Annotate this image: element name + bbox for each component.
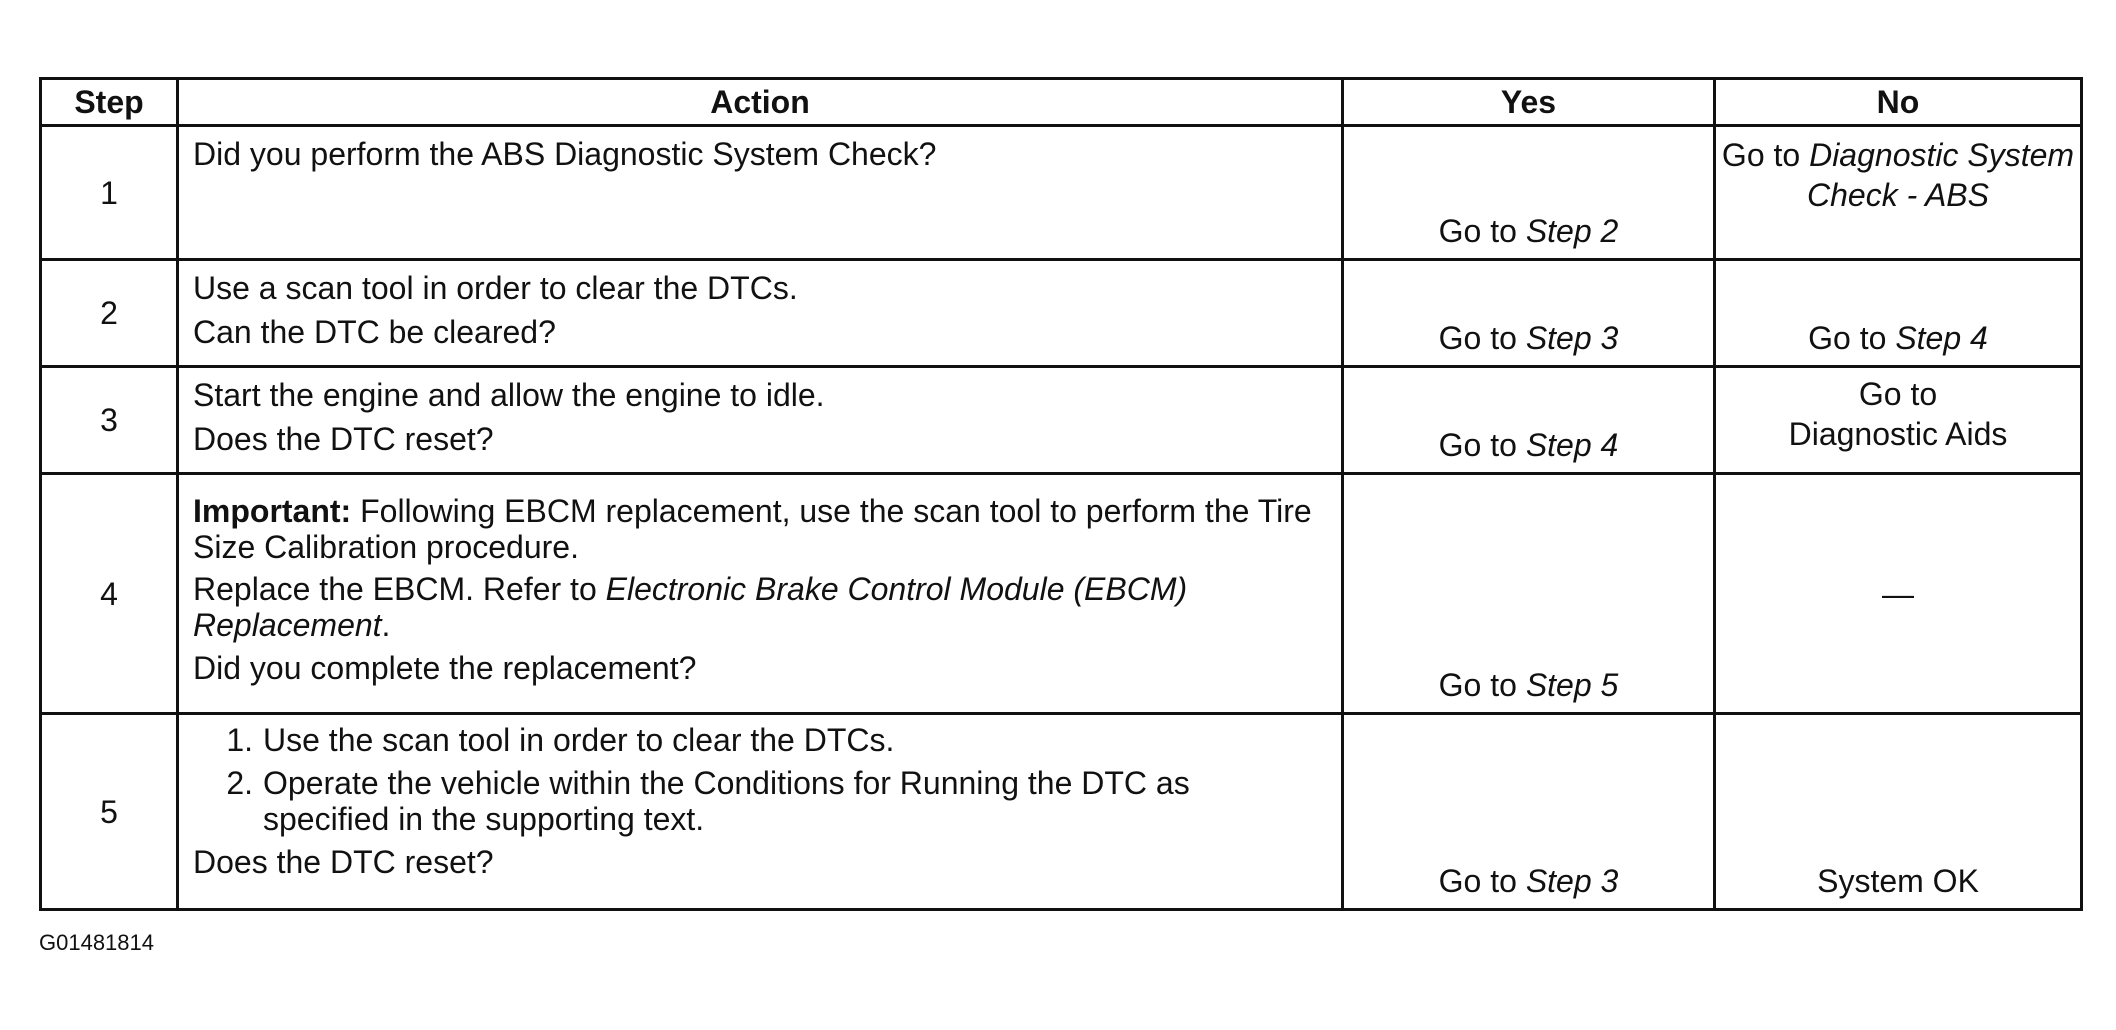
- table-row: [41, 367, 2082, 474]
- no-line1: Go to: [1858, 376, 1938, 412]
- no-cell: [1715, 367, 2082, 474]
- action-cell: [178, 367, 1343, 474]
- no-cell: [1715, 474, 2082, 714]
- step-number: 2: [41, 260, 178, 367]
- action-text: Did you perform the ABS Diagnostic System Check?: [193, 136, 937, 172]
- step-number: 3: [41, 367, 178, 474]
- list-item: [193, 765, 1327, 837]
- yes-prefix: Go to: [1438, 863, 1526, 899]
- important-label: Important:: [193, 493, 352, 529]
- list-item: [193, 721, 1327, 759]
- action-question: Can the DTC be cleared?: [193, 314, 556, 350]
- yes-prefix: Go to: [1438, 320, 1526, 356]
- yes-link[interactable]: Step 4: [1525, 427, 1619, 463]
- no-prefix: Go to: [1721, 137, 1810, 173]
- action-question: Did you complete the replacement?: [193, 650, 697, 686]
- no-cell: [1715, 260, 2082, 367]
- action-text: Use a scan tool in order to clear the DTCs.: [193, 270, 798, 306]
- action-text: Start the engine and allow the engine to idle.: [193, 377, 825, 413]
- action-question: Does the DTC reset?: [193, 844, 494, 880]
- yes-cell: [1343, 714, 1715, 910]
- action-cell: [178, 474, 1343, 714]
- no-link[interactable]: Diagnostic System Check - ABS: [1807, 137, 2075, 213]
- yes-link[interactable]: Step 2: [1525, 213, 1619, 249]
- step-number: 1: [41, 126, 178, 260]
- no-cell: [1715, 714, 2082, 910]
- table-row: [41, 260, 2082, 367]
- yes-link[interactable]: Step 3: [1525, 863, 1619, 899]
- header-no: No: [1715, 79, 2082, 126]
- yes-prefix: Go to: [1438, 213, 1526, 249]
- yes-prefix: Go to: [1438, 427, 1526, 463]
- list-number: 1.: [226, 722, 253, 758]
- step-number: 5: [41, 714, 178, 910]
- important-text: Following EBCM replacement, use the scan tool to perform the Tire Size Calibration procedure.: [193, 493, 1312, 565]
- action-cell: [178, 126, 1343, 260]
- no-cell: [1715, 126, 2082, 260]
- yes-link[interactable]: Step 3: [1525, 320, 1619, 356]
- diagnostic-table-container: [39, 77, 2080, 911]
- no-link[interactable]: Step 4: [1895, 320, 1988, 356]
- table-row: [41, 126, 2082, 260]
- action-question: Does the DTC reset?: [193, 421, 494, 457]
- table-row: [41, 714, 2082, 910]
- numbered-list: [193, 721, 1327, 837]
- replace-link[interactable]: Electronic Brake Control Module (EBCM) Replacement: [193, 571, 1188, 643]
- list-number: 2.: [226, 765, 253, 801]
- diagnostic-table: [39, 77, 2083, 911]
- no-system-ok: System OK: [1817, 863, 1979, 899]
- action-cell: [178, 260, 1343, 367]
- important-note: [193, 493, 1327, 565]
- no-link-diagnostic-aids[interactable]: Diagnostic Aids: [1788, 416, 2008, 452]
- action-cell: [178, 714, 1343, 910]
- list-text: Operate the vehicle within the Conditions for Running the DTC as specified in the supporting text.: [263, 765, 1190, 837]
- replace-suffix: .: [381, 607, 391, 643]
- yes-cell: [1343, 367, 1715, 474]
- header-step: Step: [41, 79, 178, 126]
- yes-cell: [1343, 126, 1715, 260]
- replace-instruction: [193, 571, 1327, 643]
- header-action: Action: [178, 79, 1343, 126]
- step-number: 4: [41, 474, 178, 714]
- table-row: [41, 474, 2082, 714]
- yes-link[interactable]: Step 5: [1525, 667, 1619, 703]
- replace-prefix: Replace the EBCM. Refer to: [193, 571, 606, 607]
- yes-cell: [1343, 474, 1715, 714]
- header-yes: Yes: [1343, 79, 1715, 126]
- list-text: Use the scan tool in order to clear the DTCs.: [263, 722, 895, 758]
- no-dash: —: [1882, 575, 1914, 612]
- no-prefix: Go to: [1808, 320, 1896, 356]
- figure-id: G01481814: [39, 930, 154, 955]
- header-row: [41, 79, 2082, 126]
- yes-cell: [1343, 260, 1715, 367]
- yes-prefix: Go to: [1438, 667, 1526, 703]
